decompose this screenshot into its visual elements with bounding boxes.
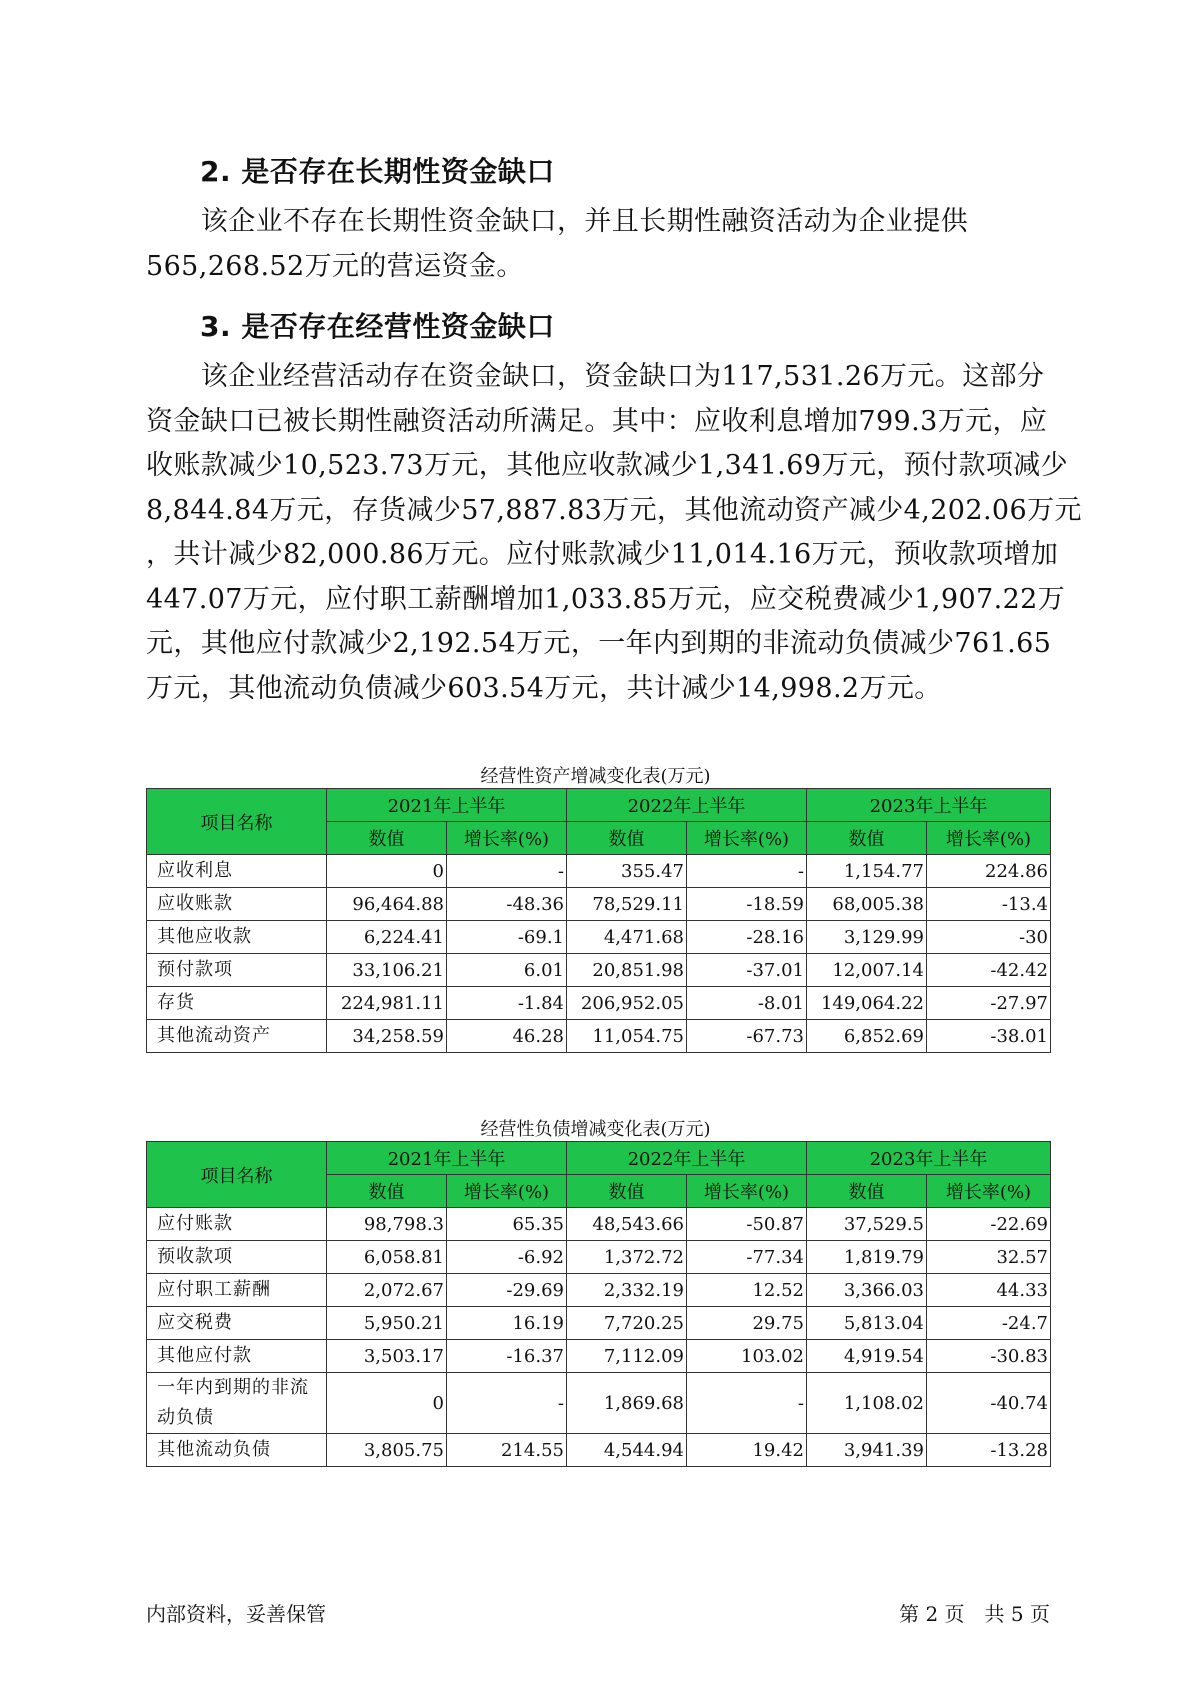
- table-row: [147, 921, 1051, 954]
- cell-growth-rate: -29.69: [447, 1274, 567, 1307]
- cell-value: 68,005.38: [807, 888, 927, 921]
- footer-page-number: 第 2 页 共 5 页: [899, 1602, 1050, 1626]
- cell-growth-rate: -13.28: [927, 1434, 1051, 1467]
- cell-value: 355.47: [567, 855, 687, 888]
- table-row: [147, 1208, 1051, 1241]
- asset-change-table: [146, 788, 1051, 1053]
- cell-growth-rate: -22.69: [927, 1208, 1051, 1241]
- cell-growth-rate: -24.7: [927, 1307, 1051, 1340]
- table-row: [147, 888, 1051, 921]
- cell-value: 6,224.41: [327, 921, 447, 954]
- column-header-period: 2021年上半年: [327, 1142, 567, 1175]
- column-header-value: 数值: [327, 1175, 447, 1208]
- cell-value: 12,007.14: [807, 954, 927, 987]
- paragraph-line: 收账款减少10,523.73万元，其他应收款减少1,341.69万元，预付款项减少: [146, 450, 1069, 481]
- row-item-name: 其他流动资产: [147, 1020, 327, 1053]
- section-3-heading: 3. 是否存在经营性资金缺口: [200, 310, 555, 343]
- paragraph-line: 万元，其他流动负债减少603.54万元，共计减少14,998.2万元。: [146, 672, 942, 704]
- footer-confidential-note: 内部资料，妥善保管: [146, 1602, 326, 1626]
- column-header-value: 数值: [807, 1175, 927, 1208]
- section-3-paragraph: [146, 355, 1082, 711]
- cell-growth-rate: -27.97: [927, 987, 1051, 1020]
- cell-value: 96,464.88: [327, 888, 447, 921]
- cell-growth-rate: -77.34: [687, 1241, 807, 1274]
- cell-value: 3,129.99: [807, 921, 927, 954]
- cell-value: 0: [327, 855, 447, 888]
- cell-growth-rate: -37.01: [687, 954, 807, 987]
- row-item-name: 预收款项: [147, 1241, 327, 1274]
- table-row: [147, 1241, 1051, 1274]
- cell-value: 0: [327, 1373, 447, 1434]
- cell-value: 6,852.69: [807, 1020, 927, 1053]
- paragraph-line: 565,268.52万元的营运资金。: [146, 250, 524, 282]
- cell-growth-rate: 214.55: [447, 1434, 567, 1467]
- cell-growth-rate: -6.92: [447, 1241, 567, 1274]
- cell-value: 224,981.11: [327, 987, 447, 1020]
- cell-growth-rate: -1.84: [447, 987, 567, 1020]
- cell-growth-rate: -: [687, 1373, 807, 1434]
- table-row: [147, 1373, 1051, 1434]
- paragraph-line: 元，其他应付款减少2,192.54万元，一年内到期的非流动负债减少761.65: [146, 628, 1052, 659]
- cell-value: 206,952.05: [567, 987, 687, 1020]
- section-2-paragraph: [146, 200, 1050, 289]
- paragraph-line: 资金缺口已被长期性融资活动所满足。其中：应收利息增加799.3万元，应: [146, 405, 1048, 437]
- table-header-row: [147, 1142, 1051, 1175]
- cell-growth-rate: -18.59: [687, 888, 807, 921]
- column-header-growth-rate: 增长率(%): [687, 1175, 807, 1208]
- column-header-growth-rate: 增长率(%): [927, 822, 1051, 855]
- row-item-name: 应收账款: [147, 888, 327, 921]
- paragraph-line: 该企业不存在长期性资金缺口，并且长期性融资活动为企业提供: [146, 206, 968, 237]
- cell-value: 1,372.72: [567, 1241, 687, 1274]
- table-row: [147, 1274, 1051, 1307]
- row-item-name: 应收利息: [147, 855, 327, 888]
- table-row: [147, 954, 1051, 987]
- paragraph-line: 447.07万元，应付职工薪酬增加1,033.85万元，应交税费减少1,907.22万: [146, 583, 1066, 615]
- column-header-period: 2022年上半年: [567, 789, 807, 822]
- cell-growth-rate: 224.86: [927, 855, 1051, 888]
- table-row: [147, 855, 1051, 888]
- column-header-growth-rate: 增长率(%): [447, 822, 567, 855]
- cell-value: 3,941.39: [807, 1434, 927, 1467]
- cell-growth-rate: 46.28: [447, 1020, 567, 1053]
- cell-growth-rate: 103.02: [687, 1340, 807, 1373]
- cell-value: 7,720.25: [567, 1307, 687, 1340]
- cell-growth-rate: 12.52: [687, 1274, 807, 1307]
- column-header-growth-rate: 增长率(%): [447, 1175, 567, 1208]
- cell-growth-rate: -13.4: [927, 888, 1051, 921]
- column-header-growth-rate: 增长率(%): [687, 822, 807, 855]
- table-row: [147, 987, 1051, 1020]
- paragraph-line: ，共计减少82,000.86万元。应付账款减少11,014.16万元，预收款项增加: [146, 539, 1059, 570]
- column-header-item-name: 项目名称: [147, 1142, 327, 1208]
- cell-value: 1,869.68: [567, 1373, 687, 1434]
- table-header-row: [147, 789, 1051, 822]
- cell-growth-rate: -42.42: [927, 954, 1051, 987]
- paragraph-line: 8,844.84万元，存货减少57,887.83万元，其他流动资产减少4,202.06万元: [146, 494, 1082, 526]
- column-header-value: 数值: [327, 822, 447, 855]
- cell-value: 6,058.81: [327, 1241, 447, 1274]
- column-header-value: 数值: [567, 822, 687, 855]
- cell-growth-rate: -8.01: [687, 987, 807, 1020]
- cell-growth-rate: -16.37: [447, 1340, 567, 1373]
- cell-value: 2,072.67: [327, 1274, 447, 1307]
- column-header-period: 2023年上半年: [807, 789, 1051, 822]
- row-item-name: 应交税费: [147, 1307, 327, 1340]
- cell-growth-rate: 16.19: [447, 1307, 567, 1340]
- cell-growth-rate: 29.75: [687, 1307, 807, 1340]
- column-header-item-name: 项目名称: [147, 789, 327, 855]
- cell-value: 98,798.3: [327, 1208, 447, 1241]
- table-row: [147, 1307, 1051, 1340]
- row-item-name: 预付款项: [147, 954, 327, 987]
- cell-value: 37,529.5: [807, 1208, 927, 1241]
- cell-growth-rate: 32.57: [927, 1241, 1051, 1274]
- column-header-value: 数值: [807, 822, 927, 855]
- cell-growth-rate: -: [447, 855, 567, 888]
- cell-value: 5,813.04: [807, 1307, 927, 1340]
- cell-growth-rate: -: [687, 855, 807, 888]
- paragraph-line: 该企业经营活动存在资金缺口，资金缺口为117,531.26万元。这部分: [146, 361, 1045, 392]
- column-header-period: 2022年上半年: [567, 1142, 807, 1175]
- cell-value: 5,950.21: [327, 1307, 447, 1340]
- row-item-name: 其他应付款: [147, 1340, 327, 1373]
- row-item-name: 一年内到期的非流动负债: [147, 1373, 327, 1434]
- column-header-value: 数值: [567, 1175, 687, 1208]
- cell-value: 2,332.19: [567, 1274, 687, 1307]
- cell-growth-rate: -50.87: [687, 1208, 807, 1241]
- cell-value: 1,154.77: [807, 855, 927, 888]
- cell-value: 11,054.75: [567, 1020, 687, 1053]
- table-row: [147, 1020, 1051, 1053]
- table-row: [147, 1340, 1051, 1373]
- cell-value: 1,819.79: [807, 1241, 927, 1274]
- column-header-period: 2021年上半年: [327, 789, 567, 822]
- cell-value: 7,112.09: [567, 1340, 687, 1373]
- cell-growth-rate: -40.74: [927, 1373, 1051, 1434]
- row-item-name: 其他流动负债: [147, 1434, 327, 1467]
- cell-value: 33,106.21: [327, 954, 447, 987]
- column-header-period: 2023年上半年: [807, 1142, 1051, 1175]
- cell-growth-rate: -30: [927, 921, 1051, 954]
- row-item-name: 应付职工薪酬: [147, 1274, 327, 1307]
- cell-value: 3,805.75: [327, 1434, 447, 1467]
- cell-value: 1,108.02: [807, 1373, 927, 1434]
- table-2-caption: 经营性负债增减变化表(万元): [480, 1119, 711, 1140]
- row-item-name: 其他应收款: [147, 921, 327, 954]
- row-item-name: 存货: [147, 987, 327, 1020]
- cell-growth-rate: 65.35: [447, 1208, 567, 1241]
- table-row: [147, 1434, 1051, 1467]
- cell-value: 4,544.94: [567, 1434, 687, 1467]
- cell-value: 4,471.68: [567, 921, 687, 954]
- cell-value: 149,064.22: [807, 987, 927, 1020]
- cell-growth-rate: -28.16: [687, 921, 807, 954]
- cell-value: 20,851.98: [567, 954, 687, 987]
- cell-growth-rate: -67.73: [687, 1020, 807, 1053]
- section-2-heading: 2. 是否存在长期性资金缺口: [200, 155, 555, 188]
- cell-value: 48,543.66: [567, 1208, 687, 1241]
- liability-change-table: [146, 1141, 1051, 1467]
- cell-growth-rate: -: [447, 1373, 567, 1434]
- cell-growth-rate: -30.83: [927, 1340, 1051, 1373]
- cell-value: 4,919.54: [807, 1340, 927, 1373]
- cell-growth-rate: 19.42: [687, 1434, 807, 1467]
- cell-value: 3,503.17: [327, 1340, 447, 1373]
- cell-growth-rate: 44.33: [927, 1274, 1051, 1307]
- cell-growth-rate: 6.01: [447, 954, 567, 987]
- cell-value: 3,366.03: [807, 1274, 927, 1307]
- row-item-name: 应付账款: [147, 1208, 327, 1241]
- column-header-growth-rate: 增长率(%): [927, 1175, 1051, 1208]
- cell-value: 78,529.11: [567, 888, 687, 921]
- cell-growth-rate: -38.01: [927, 1020, 1051, 1053]
- cell-value: 34,258.59: [327, 1020, 447, 1053]
- cell-growth-rate: -48.36: [447, 888, 567, 921]
- table-1-caption: 经营性资产增减变化表(万元): [480, 766, 711, 787]
- cell-growth-rate: -69.1: [447, 921, 567, 954]
